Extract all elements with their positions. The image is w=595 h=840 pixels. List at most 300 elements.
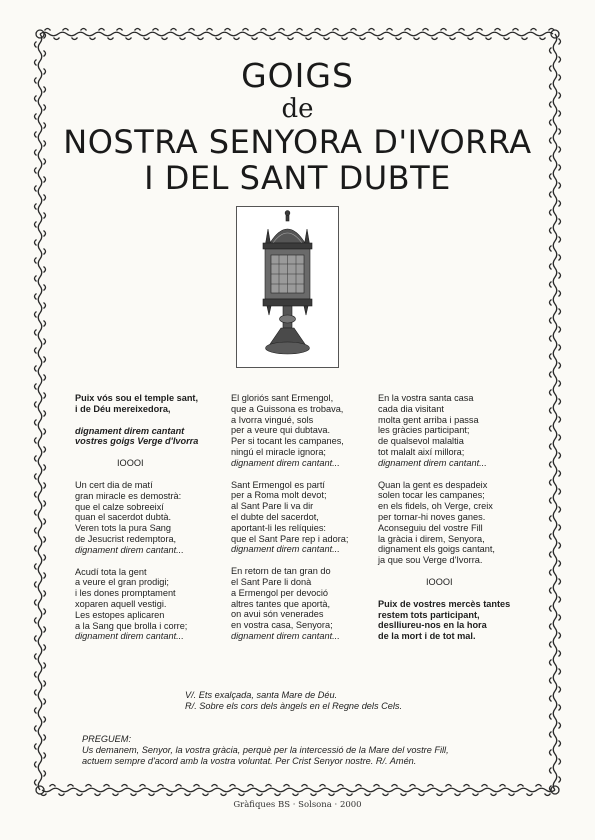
vine-leaf [35, 564, 37, 570]
vine-leaf [35, 708, 37, 714]
vine-leaf [35, 42, 37, 48]
vine-leaf [293, 794, 299, 796]
verse-line: de Jesucrist redemptora, [75, 533, 177, 544]
vine-leaf [35, 456, 37, 462]
verse-line: el dubte del sacerdot, [231, 511, 319, 522]
verse-line: que el calze sobreeixí [75, 501, 164, 512]
verse-line: i les dones promptament [75, 588, 176, 599]
vine-leaf [531, 29, 537, 31]
verse-line: on avui són venerades [231, 609, 324, 620]
vine-leaf [559, 777, 561, 783]
vine-leaf [35, 438, 37, 444]
vine-leaf [221, 794, 227, 796]
verse-line: Puix vós sou el temple sant, [75, 393, 199, 403]
vine-leaf [239, 794, 245, 796]
vine-leaf [500, 785, 506, 787]
vine-leaf [35, 348, 37, 354]
vine-leaf [35, 204, 37, 210]
vine-leaf [365, 794, 371, 796]
vine-leaf [122, 785, 128, 787]
vine-leaf [77, 794, 83, 796]
vine-leaf [428, 785, 434, 787]
vine-leaf [243, 29, 249, 31]
vine-leaf [35, 222, 37, 228]
vine-leaf [550, 390, 552, 396]
vine-leaf [44, 447, 46, 453]
vine-leaf [35, 366, 37, 372]
vine-leaf [559, 273, 561, 279]
vine-leaf [559, 651, 561, 657]
verse-line: En la vostra santa casa [378, 393, 474, 403]
vine-leaf [559, 201, 561, 207]
vine-leaf [559, 597, 561, 603]
vine-leaf [559, 723, 561, 729]
vine-leaf [550, 642, 552, 648]
vine-leaf [35, 276, 37, 282]
verse-line: quan el sacerdot dubtà. [75, 512, 172, 523]
vine-leaf [35, 258, 37, 264]
vine-leaf [44, 753, 46, 759]
vine-leaf [559, 309, 561, 315]
vine-leaf [35, 654, 37, 660]
vine-leaf [527, 794, 533, 796]
vine-leaf [550, 228, 552, 234]
vine-leaf [203, 794, 209, 796]
verse-column-1 [75, 393, 225, 642]
verse-line: solen tocar les campanes; [378, 490, 485, 501]
stanza-gap [378, 469, 528, 480]
vine-leaf [35, 780, 37, 786]
vine-leaf [248, 785, 254, 787]
vine-leaf [35, 744, 37, 750]
vine-leaf [44, 519, 46, 525]
refrain-line: dignament direm cantant... [75, 631, 184, 642]
vine-leaf [522, 38, 528, 40]
verse-line: i de Déu mereixedora, [75, 403, 171, 414]
vine-leaf [35, 672, 37, 678]
vine-leaf [45, 29, 51, 31]
vine-leaf [35, 240, 37, 246]
vine-leaf [559, 471, 561, 477]
verse-line: altres tantes que aportà, [231, 598, 331, 609]
vine-leaf [559, 291, 561, 297]
vine-leaf [288, 38, 294, 40]
vine-leaf [158, 785, 164, 787]
reliquary-icon [237, 207, 338, 367]
vine-leaf [311, 794, 317, 796]
vine-leaf [162, 38, 168, 40]
vine-leaf [185, 794, 191, 796]
vine-leaf [550, 300, 552, 306]
vine-leaf [35, 474, 37, 480]
verse-line: les gràcies participant; [378, 425, 470, 436]
vine-leaf [35, 492, 37, 498]
vine-leaf [207, 29, 213, 31]
vine-leaf [559, 435, 561, 441]
verse-line: Acudí tota la gent [75, 566, 147, 577]
vine-leaf [509, 794, 515, 796]
verse-line: al Sant Pare li va dir [231, 501, 314, 512]
vine-leaf [44, 465, 46, 471]
vine-leaf [441, 29, 447, 31]
vine-leaf [35, 600, 37, 606]
vine-leaf [559, 543, 561, 549]
verse-line: vostres goigs Verge d'Ivorra [75, 436, 199, 447]
vine-leaf [35, 528, 37, 534]
vine-leaf [477, 29, 483, 31]
stanza-gap [231, 555, 381, 566]
vine-leaf [44, 303, 46, 309]
vine-leaf [559, 759, 561, 765]
vine-leaf [550, 552, 552, 558]
vine-leaf [153, 29, 159, 31]
vine-leaf [44, 375, 46, 381]
prayer [82, 734, 542, 767]
refrain-line: dignament direm cantant... [75, 544, 184, 555]
vine-leaf [44, 771, 46, 777]
title-goigs: GOIGS [241, 56, 354, 95]
verse-column-3 [378, 393, 528, 642]
vine-leaf [473, 794, 479, 796]
verse-line: El gloriós sant Ermengol, [231, 393, 334, 403]
vine-leaf [35, 402, 37, 408]
vine-leaf [374, 785, 380, 787]
vine-leaf [559, 453, 561, 459]
vine-leaf [198, 38, 204, 40]
vine-leaf [44, 717, 46, 723]
vine-stem [40, 32, 553, 36]
vine-leaf [35, 510, 37, 516]
verse-line: de la mort i de tot mal. [378, 631, 476, 642]
verse-line: per a veure qui dubtava. [231, 425, 331, 436]
vine-leaf [550, 444, 552, 450]
verse-line: per tornar-hi noves ganes. [378, 511, 486, 522]
vine-leaf [559, 381, 561, 387]
verse-line: gran miracle es demostrà: [75, 490, 182, 501]
reliquary-image [236, 206, 339, 368]
vine-leaf [338, 785, 344, 787]
vine-leaf [275, 794, 281, 796]
verse-line: a Ermengol per devoció [231, 587, 329, 598]
vine-leaf [44, 681, 46, 687]
verse-line: Veren tots la pura Sang [75, 523, 172, 534]
verse-line: xoparen aquell vestigi. [75, 598, 167, 609]
vine-leaf [90, 38, 96, 40]
vine-leaf [455, 794, 461, 796]
verse-line: en vostra casa, Senyora; [231, 620, 333, 631]
vine-leaf [410, 785, 416, 787]
stanza-gap [75, 415, 225, 426]
vine-leaf [44, 339, 46, 345]
stanza-gap [378, 566, 528, 577]
vine-leaf [369, 29, 375, 31]
verse-line: a la Sang que brolla i corre; [75, 620, 188, 631]
verse-line: en els fidels, oh Verge, creix [378, 501, 493, 512]
vine-leaf [550, 210, 552, 216]
vine-leaf [550, 426, 552, 432]
verse-line: aportant-li les relíquies: [231, 522, 326, 533]
vine-leaf [44, 213, 46, 219]
vine-leaf [468, 38, 474, 40]
refrain-line: dignament direm cantant... [231, 630, 340, 641]
vine-leaf [550, 606, 552, 612]
vine-leaf [297, 29, 303, 31]
vine-leaf [419, 794, 425, 796]
title-nostra-senyora: NOSTRA SENYORA D'IVORRA [63, 123, 532, 161]
title-de: de [281, 94, 314, 124]
vine-leaf [342, 38, 348, 40]
vine-leaf [44, 663, 46, 669]
prayer-line-1: Us demanem, Senyor, la vostra gràcia, perquè per la intercessió de la Mare del vostre Fill, [82, 745, 449, 755]
vine-leaf [234, 38, 240, 40]
stanza-gap [378, 588, 528, 599]
vine-leaf [284, 785, 290, 787]
vine-leaf [559, 237, 561, 243]
verse-line: que a Guissona es trobava, [231, 403, 344, 414]
vine-leaf [230, 785, 236, 787]
vine-leaf [167, 794, 173, 796]
verse-line: tot malalt així millora; [378, 446, 465, 457]
vine-leaf [35, 582, 37, 588]
vine-leaf [212, 785, 218, 787]
vine-leaf [44, 609, 46, 615]
verse-line: Puix de vostres mercès tantes [378, 598, 511, 609]
stanza-gap [231, 469, 381, 480]
vine-leaf [405, 29, 411, 31]
vine-leaf [559, 741, 561, 747]
vine-leaf [35, 294, 37, 300]
vine-leaf [44, 429, 46, 435]
vine-leaf [302, 785, 308, 787]
vine-leaf [550, 354, 552, 360]
vine-leaf [414, 38, 420, 40]
verse-line: Aconseguiu del vostre Fill [378, 522, 483, 533]
vine-leaf [176, 785, 182, 787]
vine-leaf [559, 363, 561, 369]
verse-line: Les estopes aplicaren [75, 609, 165, 620]
vine-leaf [44, 699, 46, 705]
vine-leaf [550, 714, 552, 720]
vine-leaf [347, 794, 353, 796]
vine-leaf [270, 38, 276, 40]
vine-leaf [559, 561, 561, 567]
vine-leaf [68, 785, 74, 787]
vine-leaf [432, 38, 438, 40]
vine-leaf [104, 785, 110, 787]
vine-leaf [550, 498, 552, 504]
vine-leaf [401, 794, 407, 796]
vine-leaf [559, 525, 561, 531]
vine-leaf [446, 785, 452, 787]
vine-leaf [44, 393, 46, 399]
vine-leaf [44, 249, 46, 255]
verse-line: a Ivorra vingué, sols [231, 414, 314, 425]
vine-leaf [486, 38, 492, 40]
vine-leaf [550, 318, 552, 324]
vine-leaf [35, 312, 37, 318]
vine-leaf [257, 794, 263, 796]
verse-line: Per si tocant les campanes, [231, 436, 344, 447]
vine-leaf [459, 29, 465, 31]
verse-line: restem tots participant, [378, 609, 480, 620]
verse-line: deslliureu-nos en la hora [378, 620, 487, 631]
vine-leaf [559, 579, 561, 585]
vine-leaf [540, 38, 546, 40]
verse-column-2 [231, 393, 381, 642]
vine-leaf [550, 48, 552, 54]
vine-leaf [261, 29, 267, 31]
vine-leaf [559, 417, 561, 423]
vine-leaf [396, 38, 402, 40]
vine-leaf [189, 29, 195, 31]
vine-leaf [378, 38, 384, 40]
refrain-line: dignament direm cantant... [231, 544, 340, 555]
prayer-line-2: actuem sempre d'acord amb la vostra voluntat. Per Crist Senyor nostre. R/. Amén. [82, 756, 417, 766]
stanza-gap [75, 469, 225, 480]
vine-leaf [44, 321, 46, 327]
verse-line: que el Sant Pare rep i adora; [231, 533, 349, 544]
vine-leaf [252, 38, 258, 40]
vine-leaf [59, 794, 65, 796]
vine-leaf [95, 794, 101, 796]
vine-leaf [126, 38, 132, 40]
vine-leaf [550, 480, 552, 486]
vine-leaf [216, 38, 222, 40]
vine-leaf [550, 570, 552, 576]
vine-leaf [550, 696, 552, 702]
vine-leaf [550, 732, 552, 738]
vine-leaf [44, 357, 46, 363]
vine-leaf [450, 38, 456, 40]
vine-leaf [44, 735, 46, 741]
vine-leaf [35, 384, 37, 390]
vine-leaf [550, 534, 552, 540]
vine-leaf [360, 38, 366, 40]
vine-leaf [44, 591, 46, 597]
vine-leaf [550, 624, 552, 630]
vine-leaf [35, 420, 37, 426]
vine-leaf [513, 29, 519, 31]
vine-leaf [149, 794, 155, 796]
vine-leaf [108, 38, 114, 40]
vine-leaf [550, 678, 552, 684]
vine-leaf [315, 29, 321, 31]
vine-leaf [44, 501, 46, 507]
vine-leaf [387, 29, 393, 31]
vine-leaf [423, 29, 429, 31]
vine-leaf [550, 408, 552, 414]
vine-leaf [50, 785, 56, 787]
verse-line: En retorn de tan gran do [231, 566, 331, 577]
vine-leaf [559, 255, 561, 261]
vine-leaf [44, 537, 46, 543]
vine-stem [42, 788, 555, 792]
vine-leaf [81, 29, 87, 31]
vine-leaf [559, 669, 561, 675]
versicle-response [185, 690, 402, 712]
vine-leaf [35, 618, 37, 624]
verse-line: dignament direm cantant [75, 425, 185, 436]
vine-leaf [35, 762, 37, 768]
vine-leaf [559, 489, 561, 495]
verse-line: ningú el miracle ignora; [231, 446, 326, 457]
vine-leaf [131, 794, 137, 796]
vine-leaf [559, 615, 561, 621]
vine-leaf [550, 336, 552, 342]
vine-leaf [44, 411, 46, 417]
vine-leaf [536, 785, 542, 787]
vine-leaf [559, 345, 561, 351]
vine-leaf [54, 38, 60, 40]
vine-leaf [518, 785, 524, 787]
verse-line: Quan la gent es despadeix [378, 479, 488, 490]
vine-leaf [113, 794, 119, 796]
vine-leaf [559, 399, 561, 405]
vine-leaf [194, 785, 200, 787]
vine-leaf [392, 785, 398, 787]
vine-leaf [550, 282, 552, 288]
vine-leaf [180, 38, 186, 40]
vine-leaf [140, 785, 146, 787]
vine-leaf [559, 705, 561, 711]
vine-leaf [225, 29, 231, 31]
vine-leaf [482, 785, 488, 787]
vine-leaf [266, 785, 272, 787]
vine-leaf [86, 785, 92, 787]
vine-leaf [550, 264, 552, 270]
verse-line: dignament els goigs cantant, [378, 544, 495, 555]
vine-leaf [356, 785, 362, 787]
verse-line: Sant Ermengol es partí [231, 479, 325, 490]
vine-leaf [72, 38, 78, 40]
vine-leaf [464, 785, 470, 787]
response: R/. Sobre els cors dels àngels en el Regne dels Cels. [185, 701, 403, 711]
stanza-separator: IOOOI [117, 458, 144, 469]
vine-leaf [44, 267, 46, 273]
vine-leaf [559, 633, 561, 639]
vine-leaf [35, 636, 37, 642]
vine-leaf [491, 794, 497, 796]
vine-leaf [320, 785, 326, 787]
vine-leaf [306, 38, 312, 40]
verse-line: per a Roma molt devot; [231, 490, 327, 501]
verse-line: el Sant Pare li donà [231, 576, 312, 587]
vine-leaf [329, 794, 335, 796]
vine-leaf [44, 555, 46, 561]
vine-leaf [550, 372, 552, 378]
vine-leaf [117, 29, 123, 31]
vine-leaf [35, 726, 37, 732]
title-sant-dubte: I DEL SANT DUBTE [144, 159, 451, 197]
refrain-line: dignament direm cantant... [378, 457, 487, 468]
vine-leaf [437, 794, 443, 796]
vine-leaf [550, 768, 552, 774]
vine-leaf [279, 29, 285, 31]
vine-leaf [63, 29, 69, 31]
vine-leaf [351, 29, 357, 31]
vine-leaf [559, 327, 561, 333]
verse-line: Un cert dia de matí [75, 479, 153, 490]
verse-line: la gràcia i direm, Senyora, [378, 533, 485, 544]
verse-line: ja que sou Verge d'Ivorra. [378, 555, 483, 566]
vine-leaf [550, 588, 552, 594]
vine-leaf [383, 794, 389, 796]
vine-leaf [144, 38, 150, 40]
vine-leaf [559, 39, 561, 45]
vine-leaf [99, 29, 105, 31]
vine-leaf [171, 29, 177, 31]
refrain-line: dignament direm cantant... [231, 457, 340, 468]
